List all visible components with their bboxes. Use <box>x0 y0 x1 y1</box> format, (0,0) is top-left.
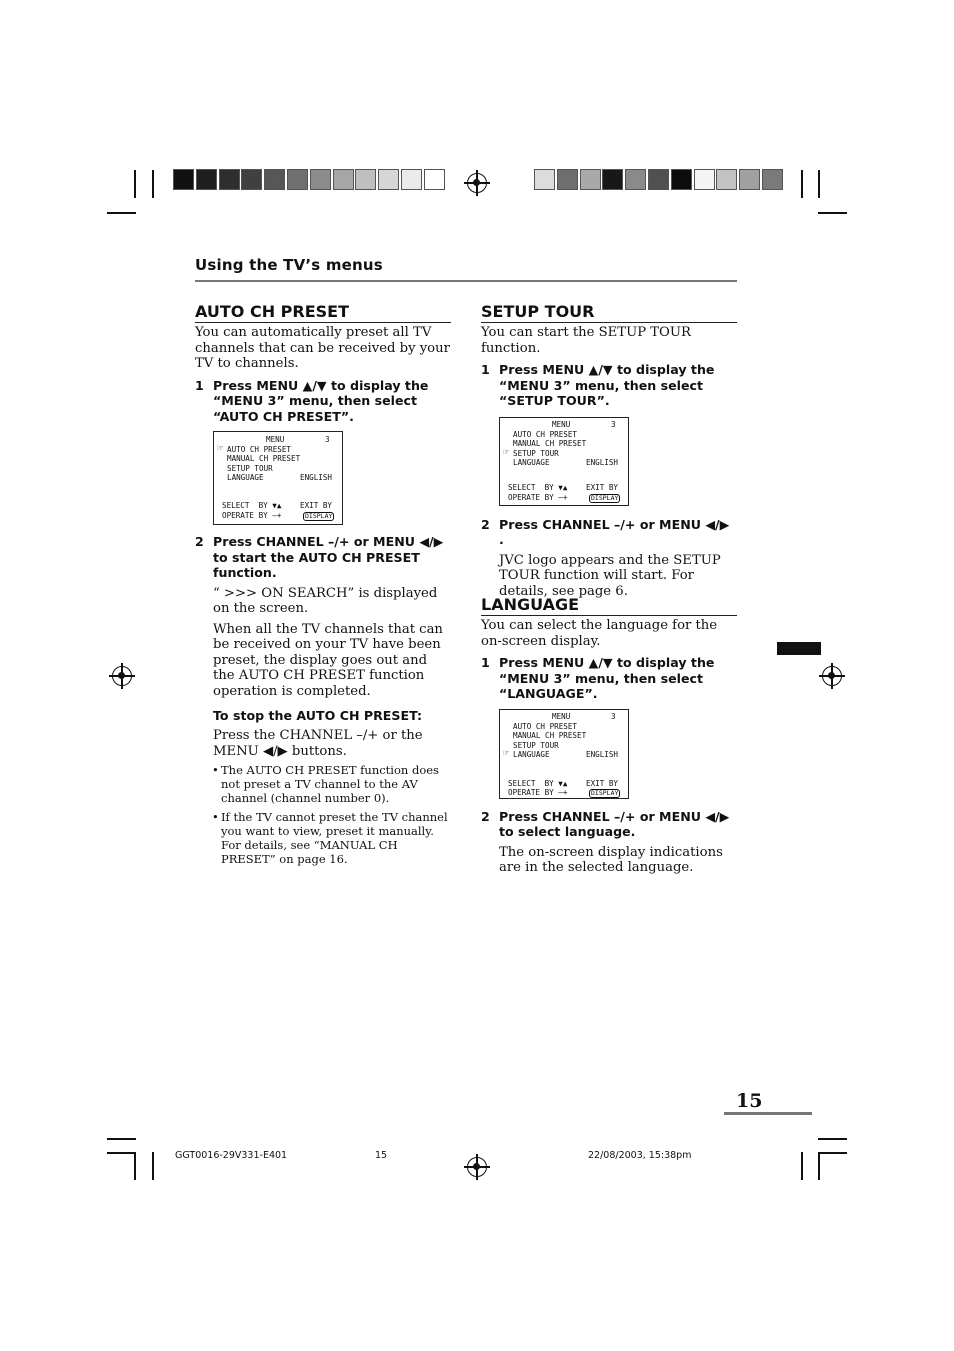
color-swatch <box>557 169 578 190</box>
color-calibration-bar-right <box>534 169 785 190</box>
language-after-text: The on-screen display indications are in the selected language. <box>499 844 723 875</box>
color-swatch <box>401 169 422 190</box>
color-swatch <box>716 169 737 190</box>
note-bullet-2 <box>195 810 451 866</box>
osd-item-auto-ch-preset: AUTO CH PRESET <box>513 721 578 731</box>
step-text: Press CHANNEL –/+ or MENU ◀/▶ to select language. <box>499 808 730 839</box>
osd-language-value: ENGLISH <box>586 457 619 467</box>
color-swatch <box>196 169 217 190</box>
color-swatch <box>287 169 308 190</box>
language-step-1 <box>481 655 737 702</box>
osd-operate-hint: OPERATE BY –+ <box>508 787 568 797</box>
osd-item-setup-tour: SETUP TOUR <box>513 448 559 458</box>
crop-mark <box>152 170 154 198</box>
crop-mark <box>818 1152 847 1154</box>
auto-step-1 <box>195 378 451 425</box>
color-calibration-bar-left <box>173 169 447 190</box>
crop-mark <box>134 170 136 198</box>
osd-item-language: LANGUAGE <box>513 749 550 759</box>
osd-exit-hint: EXIT BY <box>300 501 333 510</box>
page-number: 15 <box>736 1090 763 1112</box>
osd-exit-hint: EXIT BY <box>586 778 619 788</box>
language-section <box>481 595 737 876</box>
osd-item-manual-ch-preset: MANUAL CH PRESET <box>227 454 301 463</box>
color-swatch <box>580 169 601 190</box>
crop-mark <box>801 1152 803 1180</box>
pointer-hand-icon: ☞ <box>503 446 510 458</box>
color-swatch <box>534 169 555 190</box>
osd-page: 3 <box>325 435 330 444</box>
auto-ch-preset-heading: AUTO CH PRESET <box>195 302 451 323</box>
language-intro: You can select the language for the on-screen display. <box>481 618 718 649</box>
osd-item-setup-tour: SETUP TOUR <box>513 740 559 750</box>
note-bullet-1 <box>195 763 451 805</box>
auto-stop-text: Press the CHANNEL –/+ or the MENU ◀/▶ buttons. <box>213 728 423 759</box>
section-title: Using the TV’s menus <box>195 256 383 274</box>
crop-mark <box>134 1152 136 1180</box>
auto-complete-text: When all the TV channels that can be received on your TV have been preset, the display goes out and the AUTO CH PRESET function operation is completed. <box>213 621 443 699</box>
bullet-dot: • <box>212 810 219 824</box>
color-swatch <box>219 169 240 190</box>
color-swatch <box>355 169 376 190</box>
osd-item-manual-ch-preset: MANUAL CH PRESET <box>513 438 587 448</box>
osd-title: MENU <box>266 435 285 444</box>
crop-mark <box>818 170 820 198</box>
note-text: If the TV cannot preset the TV channel you want to view, preset it manually. For details, see “MANUAL CH PRESET” on page 16. <box>221 810 448 866</box>
color-swatch <box>694 169 715 190</box>
footer-datetime: 22/08/2003, 15:38pm <box>588 1150 692 1161</box>
step-text: Press MENU ▲/▼ to display the “MENU 3” menu, then select “AUTO CH PRESET”. <box>213 377 429 424</box>
section-header <box>195 256 737 274</box>
color-swatch <box>333 169 354 190</box>
osd-exit-hint: EXIT BY <box>586 482 619 492</box>
registration-mark-icon <box>467 173 487 193</box>
section-rule <box>195 280 737 282</box>
auto-intro: You can automatically preset all TV channels that can be received by your TV to channels. <box>195 325 450 371</box>
crop-mark <box>107 1152 136 1154</box>
osd-menu-language <box>499 709 629 799</box>
osd-select-hint: SELECT BY ▼▲ <box>222 501 282 510</box>
step-number: 1 <box>481 655 490 670</box>
osd-page: 3 <box>611 711 616 721</box>
osd-page: 3 <box>611 419 616 429</box>
step-number: 1 <box>481 362 490 377</box>
osd-language-value: ENGLISH <box>300 473 333 482</box>
osd-item-setup-tour: SETUP TOUR <box>227 464 273 473</box>
color-swatch <box>378 169 399 190</box>
auto-stop-heading: To stop the AUTO CH PRESET: <box>213 708 423 723</box>
section-tab-marker <box>777 642 821 655</box>
color-swatch <box>625 169 646 190</box>
color-swatch <box>424 169 445 190</box>
setup-after-text: JVC logo appears and the SETUP TOUR function will start. For details, see page 6. <box>499 552 721 599</box>
osd-operate-hint: OPERATE BY –+ <box>508 492 568 502</box>
setup-tour-heading: SETUP TOUR <box>481 302 737 323</box>
step-text: Press MENU ▲/▼ to display the “MENU 3” menu, then select “SETUP TOUR”. <box>499 362 715 408</box>
color-swatch <box>602 169 623 190</box>
color-swatch <box>264 169 285 190</box>
registration-mark-icon <box>112 666 132 686</box>
language-step-2 <box>481 809 737 840</box>
registration-mark-icon <box>467 1157 487 1177</box>
color-swatch <box>173 169 194 190</box>
color-swatch <box>739 169 760 190</box>
step-number: 1 <box>195 377 204 393</box>
step-text: Press CHANNEL –/+ or MENU ◀/▶ to start the AUTO CH PRESET function. <box>213 534 444 580</box>
osd-item-manual-ch-preset: MANUAL CH PRESET <box>513 730 587 740</box>
crop-mark <box>801 170 803 198</box>
osd-menu-setup <box>499 417 629 506</box>
crop-mark <box>818 1152 820 1180</box>
setup-step-1 <box>481 362 737 409</box>
display-button-icon: DISPLAY <box>591 788 619 797</box>
footer-page: 15 <box>375 1150 388 1161</box>
setup-intro: You can start the SETUP TOUR function. <box>481 325 691 356</box>
crop-mark <box>107 212 136 214</box>
osd-select-hint: SELECT BY ▼▲ <box>508 778 568 788</box>
bullet-dot: • <box>212 763 219 777</box>
osd-item-auto-ch-preset: AUTO CH PRESET <box>513 429 578 439</box>
crop-mark <box>818 212 847 214</box>
osd-operate-hint: OPERATE BY –+ <box>222 511 282 520</box>
osd-item-auto-ch-preset: AUTO CH PRESET <box>227 445 292 454</box>
auto-search-text: “ >>> ON SEARCH” is displayed on the screen. <box>213 585 438 616</box>
pointer-hand-icon: ☞ <box>217 443 224 454</box>
osd-title: MENU <box>552 419 571 429</box>
osd-item-language: LANGUAGE <box>513 457 550 467</box>
crop-mark <box>818 1138 847 1140</box>
registration-mark-icon <box>822 666 842 686</box>
footer-document-code: GGT0016-29V331-E401 <box>175 1150 288 1161</box>
language-heading: LANGUAGE <box>481 595 737 616</box>
color-swatch <box>241 169 262 190</box>
display-button-icon: DISPLAY <box>591 493 619 502</box>
step-number: 2 <box>481 808 490 824</box>
setup-tour-section <box>481 302 737 599</box>
color-swatch <box>310 169 331 190</box>
color-swatch <box>648 169 669 190</box>
crop-mark <box>107 1138 136 1140</box>
display-button-icon: DISPLAY <box>305 512 333 520</box>
crop-mark <box>152 1152 154 1180</box>
step-number: 2 <box>481 516 490 532</box>
step-text: Press MENU ▲/▼ to display the “MENU 3” menu, then select “LANGUAGE”. <box>499 655 715 701</box>
osd-item-language: LANGUAGE <box>227 473 264 482</box>
osd-language-value: ENGLISH <box>586 749 619 759</box>
step-number: 2 <box>195 534 204 549</box>
note-text: The AUTO CH PRESET function does not preset a TV channel to the AV channel (channel number 0). <box>221 763 439 805</box>
auto-ch-preset-section <box>195 302 451 866</box>
page-number-rule <box>724 1112 812 1115</box>
osd-title: MENU <box>552 711 571 721</box>
color-swatch <box>671 169 692 190</box>
auto-step-2 <box>195 534 451 581</box>
osd-select-hint: SELECT BY ▼▲ <box>508 482 568 492</box>
osd-menu-auto <box>213 431 343 525</box>
setup-step-2 <box>481 517 737 548</box>
step-text: Press CHANNEL –/+ or MENU ◀/▶ . <box>499 516 730 547</box>
pointer-hand-icon: ☞ <box>503 747 510 759</box>
color-swatch <box>762 169 783 190</box>
